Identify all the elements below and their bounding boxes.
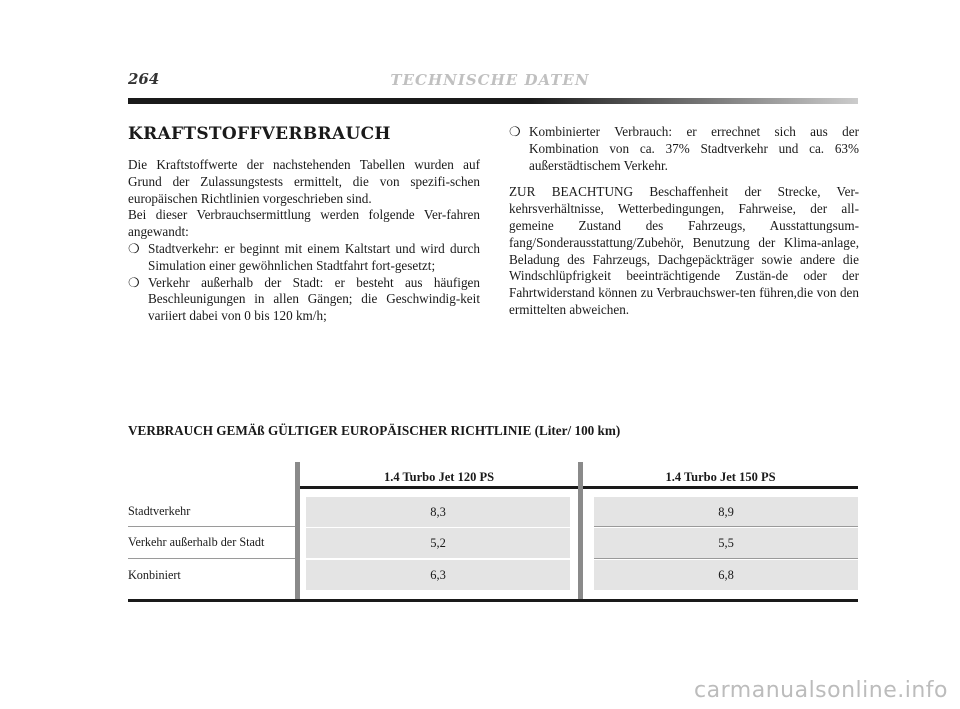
row-label: Stadtverkehr (128, 504, 191, 518)
header-rule (128, 98, 858, 104)
bullet-item (128, 241, 480, 275)
bullet-text: Verkehr außerhalb der Stadt: er besteht aus häufigen Beschleunigungen in allen Gängen; die Geschwindig-keit variiert dabei von 0 bis 120 km/h; (148, 274, 480, 324)
bullet-circle-icon: ❍ (128, 240, 140, 256)
row-rule (594, 558, 858, 559)
table-cell: 5,5 (594, 528, 858, 558)
left-column (128, 124, 480, 325)
bullet-text: Kombinierter Verbrauch: er errechnet sich aus der Kombination von ca. 37% Stadtverkehr und ca. 63% außerstädtischem Verkehr. (529, 124, 859, 173)
bullet-item (128, 275, 480, 325)
row-label: Verkehr außerhalb der Stadt (128, 535, 265, 549)
column-header-150ps: 1.4 Turbo Jet 150 PS (665, 470, 776, 484)
table-cell: 8,9 (594, 497, 858, 527)
intro-paragraph: Die Kraftstoffwerte der nachstehenden Tabellen wurden auf Grund der Zulassungstests ermittelt, die von spezifi-schen europäischen Richtlinien vorgeschrieben sind. (128, 157, 480, 206)
running-head: TECHNISCHE DATEN (390, 71, 590, 89)
section-title: KRAFTSTOFFVERBRAUCH (128, 124, 391, 144)
right-column (509, 124, 859, 319)
watermark: carmanualsonline.info (694, 678, 948, 703)
bullet-circle-icon: ❍ (128, 274, 140, 290)
table-title: VERBRAUCH GEMÄß GÜLTIGER EUROPÄISCHER RICHTLINIE (Liter/ 100 km) (128, 423, 621, 438)
table-cell: 6,8 (594, 560, 858, 590)
header-rule-thick (300, 486, 578, 489)
table-bottom-rule (128, 599, 858, 602)
bullet-item (509, 124, 859, 174)
row-rule (128, 526, 295, 527)
table-cell: 8,3 (306, 497, 570, 527)
bullet-text: Stadtverkehr: er beginnt mit einem Kaltstart und wird durch Simulation einer gewöhnlichen Stadtfahrt fort-gesetzt; (148, 240, 480, 273)
row-rule (128, 558, 295, 559)
header-rule-thick (583, 486, 858, 489)
row-label: Konbiniert (128, 568, 181, 582)
row-rule (594, 526, 858, 527)
consumption-table (128, 462, 858, 602)
page-number: 264 (128, 70, 160, 88)
method-paragraph: Bei dieser Verbrauchsermittlung werden folgende Ver-fahren angewandt: (128, 207, 480, 240)
table-cell: 5,2 (306, 528, 570, 558)
column-header-120ps: 1.4 Turbo Jet 120 PS (383, 470, 495, 484)
bullet-circle-icon: ❍ (509, 124, 521, 139)
note-paragraph: ZUR BEACHTUNG Beschaffenheit der Strecke, Ver-kehrsverhältnisse, Wetterbedingungen, Fahrweise, der all-gemeine Zustand des Fahrzeugs, Ausstattungsum-fang/Sonderausstattung/Zubehör, Benutzung der Klima-anlage, Beladung des Fahrzeugs, Dachgepäckträger sowie andere die Windschlüpfrigkeit beeinträchtigende Zustän-de oder der Fahrtwiderstand können zu Verbrauchswer-ten führen,die von den ermittelten abweichen. (509, 184, 859, 317)
table-cell: 6,3 (306, 560, 570, 590)
